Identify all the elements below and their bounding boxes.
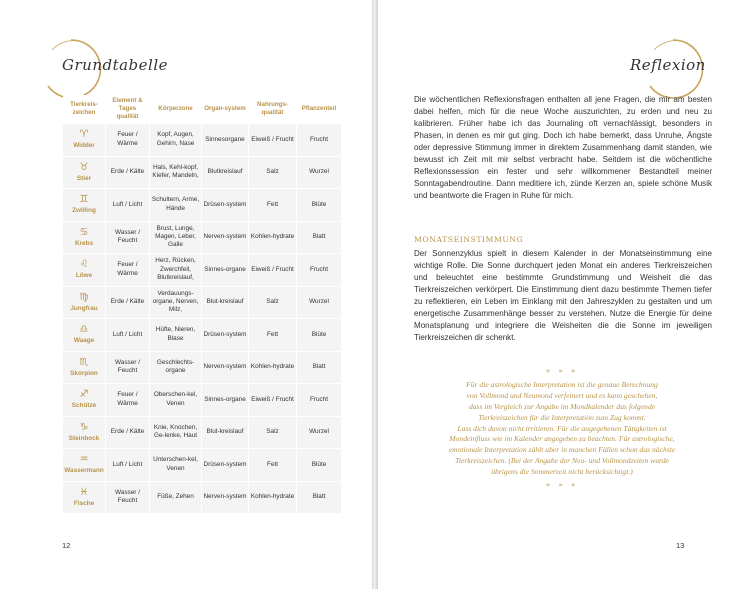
element-cell: Luft / Licht <box>106 319 149 351</box>
plant-part-cell: Wurzel <box>297 157 341 189</box>
quote-line: Für die astrologische Interpretation ist die genaue Berechnung <box>466 379 658 389</box>
page-title: Reflexion <box>630 56 706 74</box>
element-cell: Luft / Licht <box>106 189 149 221</box>
plant-part-cell: Blatt <box>297 222 341 254</box>
table-header-row <box>63 95 341 123</box>
table-row <box>63 482 341 514</box>
sign-name: Waage <box>73 337 95 345</box>
plant-part-cell: Frucht <box>297 384 341 416</box>
column-header: Element & Tages qualität <box>106 95 149 123</box>
sign-cell <box>63 157 105 189</box>
column-header: Tierkreis-zeichen <box>63 95 105 123</box>
page-number: 12 <box>62 541 71 550</box>
table-row <box>63 287 341 319</box>
quote-line: Tierkreiszeichen. (Bei der Angabe der Neu- und Vollmondzeiten wurde <box>455 456 669 466</box>
plant-part-cell: Blatt <box>297 352 341 384</box>
zodiac-icon: ♓ <box>79 486 89 498</box>
body-zone-cell: Knie, Knochen, Ge-lenke, Haut <box>150 417 201 449</box>
food-quality-cell: Eiweiß / Frucht <box>249 124 296 156</box>
organ-system-cell: Sinnes-organe <box>202 254 248 286</box>
body-zone-cell: Verdauungs-organe, Nerven, Milz, <box>150 287 201 319</box>
plant-part-cell: Frucht <box>297 254 341 286</box>
food-quality-cell: Salz <box>249 157 296 189</box>
food-quality-cell: Kohlen-hydrate <box>249 352 296 384</box>
organ-system-cell: Sinnesorgane <box>202 124 248 156</box>
column-header: Körperzone <box>150 95 201 123</box>
sign-name: Steinbock <box>68 434 100 442</box>
body-zone-cell: Hüfte, Nieren, Blase <box>150 319 201 351</box>
food-quality-cell: Eiweiß / Frucht <box>249 384 296 416</box>
sign-cell <box>63 352 105 384</box>
element-cell: Feuer / Wärme <box>106 124 149 156</box>
paragraph: Der Sonnenzyklus spielt in diesem Kalender in der Monatseinstimmung eine wichtige Rolle. Die Sonne durchquert jeden Monat ein anderes Tierkreiszeichen und beleuchtet eine bestimmte Grundstimmung und Weisheit die das Tierkreiszeichen verkörpert. Die Einstimmung dient dazu bestimmte Themen tiefer zu reflektieren, ein Leben im Einklang mit den Jahreszyklen zu gestalten und um energetische Zusammenhänge besser zu verstehen. Nutze die Energie für deine Monatsplanung und integriere die Weisheiten die die Sonne im jeweiligen Tierkreiszeichen dir schenkt. <box>414 249 712 343</box>
sign-cell <box>63 384 105 416</box>
sign-name: Schütze <box>71 402 97 410</box>
organ-system-cell: Sinnes-organe <box>202 384 248 416</box>
quote-text <box>424 380 700 478</box>
right-page <box>378 0 750 589</box>
zodiac-icon: ♏ <box>79 356 89 368</box>
zodiac-table <box>62 94 335 514</box>
page-title: Grundtabelle <box>62 56 168 74</box>
plant-part-cell: Blüte <box>297 189 341 221</box>
element-cell: Wasser / Feucht <box>106 482 149 514</box>
food-quality-cell: Fett <box>249 189 296 221</box>
left-page <box>0 0 372 589</box>
food-quality-cell: Kohlen-hydrate <box>249 222 296 254</box>
food-quality-cell: Kohlen-hydrate <box>249 482 296 514</box>
organ-system-cell: Drüsen-system <box>202 449 248 481</box>
zodiac-icon: ♑ <box>79 421 89 433</box>
zodiac-icon: ♉ <box>79 161 89 173</box>
zodiac-icon: ♎ <box>79 324 89 336</box>
element-cell: Luft / Licht <box>106 449 149 481</box>
sign-cell <box>63 124 105 156</box>
zodiac-icon: ♐ <box>79 389 89 401</box>
zodiac-icon: ♊ <box>79 194 89 206</box>
zodiac-icon: ♋ <box>79 226 89 238</box>
food-quality-cell: Salz <box>249 287 296 319</box>
organ-system-cell: Nerven-system <box>202 482 248 514</box>
element-cell: Feuer / Wärme <box>106 384 149 416</box>
table-row <box>63 222 341 254</box>
body-zone-cell: Brust, Lunge, Magen, Leber, Galle <box>150 222 201 254</box>
element-cell: Wasser / Feucht <box>106 222 149 254</box>
sign-name: Wassermann <box>64 467 104 475</box>
food-quality-cell: Fett <box>249 449 296 481</box>
quote-line: Mondeinfluss wie im Kalender angegeben zu beachten. Für astrologische, <box>449 434 675 444</box>
sign-cell <box>63 254 105 286</box>
quote-marks-top: « » » <box>545 367 579 375</box>
intro-paragraph <box>414 94 712 208</box>
table-row <box>63 157 341 189</box>
body-zone-cell: Geschlechts-organe <box>150 352 201 384</box>
food-quality-cell: Fett <box>249 319 296 351</box>
sign-name: Stier <box>76 174 92 182</box>
quote-line: dass im Vergleich zur Angabe im Mondkalender das folgende <box>468 401 656 411</box>
column-header: Nahrungs-qualität <box>249 95 296 123</box>
zodiac-icon: ♒ <box>79 454 89 466</box>
table-row <box>63 449 341 481</box>
plant-part-cell: Frucht <box>297 124 341 156</box>
body-zone-cell: Unterschen-kel, Venen <box>150 449 201 481</box>
sign-name: Krebs <box>74 239 94 247</box>
paragraph: Die wöchentlichen Reflexionsfragen enthalten all jene Fragen, die mir am besten dabei helfen, mich für die neue Woche auszurichten, zu erden und neu zu kalibrieren. Früher habe ich das Journaling oft vernachlässigt, besonders in Phasen, in denen es mir gut ging. Doch ich habe bemerkt, dass Unruhe, Ängste oder depressive Stimmung immer in direktem Zusammenhang damit standen, wie bewusst ich Zeit mit mir selbst verbracht habe. Seitdem ist die wöchentliche Reflexionssession ein fester und sehr willkommener Bestandteil meiner Sonntagabendroutine. Dann meditiere ich, zünde Kerzen an, spiele schöne Musik und beantworte die Fragen in Ruhe für mich. <box>414 95 712 201</box>
sign-name: Widder <box>73 142 95 150</box>
organ-system-cell: Drüsen-system <box>202 189 248 221</box>
organ-system-cell: Nerven-system <box>202 352 248 384</box>
zodiac-icon: ♌ <box>79 259 89 271</box>
table-row <box>63 189 341 221</box>
body-zone-cell: Schultern, Arme, Hände <box>150 189 201 221</box>
organ-system-cell: Blutkreislauf <box>202 157 248 189</box>
sign-name: Skorpion <box>70 369 98 377</box>
quote-line: Lass dich davon nicht irritieren. Für die angegebenen Tätigkeiten ist <box>457 423 667 433</box>
body-zone-cell: Füße, Zehen <box>150 482 201 514</box>
sign-cell <box>63 449 105 481</box>
sign-cell <box>63 222 105 254</box>
column-header: Pflanzenteil <box>297 95 341 123</box>
food-quality-cell: Eiweiß / Frucht <box>249 254 296 286</box>
body-zone-cell: Oberschen-kel, Venen <box>150 384 201 416</box>
page-number: 13 <box>676 541 685 550</box>
quote-line: emotionale Interpretation zählt aber in manchen Fällen schon das nächste <box>448 445 676 455</box>
body-zone-cell: Herz, Rücken, Zwerchfell, Blutkreislauf, <box>150 254 201 286</box>
sign-name: Jungfrau <box>70 304 98 312</box>
table-row <box>63 124 341 156</box>
sign-name: Zwilling <box>72 207 96 215</box>
organ-system-cell: Drüsen-system <box>202 319 248 351</box>
plant-part-cell: Wurzel <box>297 287 341 319</box>
sign-name: Löwe <box>75 272 93 280</box>
element-cell: Erde / Kälte <box>106 157 149 189</box>
sign-cell <box>63 482 105 514</box>
table-row <box>63 417 341 449</box>
plant-part-cell: Wurzel <box>297 417 341 449</box>
quote-marks-bottom: « » » <box>545 481 579 490</box>
section-paragraph <box>414 248 712 350</box>
food-quality-cell: Salz <box>249 417 296 449</box>
table-row <box>63 319 341 351</box>
zodiac-icon: ♍ <box>79 291 89 303</box>
element-cell: Erde / Kälte <box>106 417 149 449</box>
plant-part-cell: Blüte <box>297 449 341 481</box>
sign-cell <box>63 417 105 449</box>
element-cell: Feuer / Wärme <box>106 254 149 286</box>
table-row <box>63 254 341 286</box>
element-cell: Wasser / Feucht <box>106 352 149 384</box>
sign-cell <box>63 189 105 221</box>
plant-part-cell: Blüte <box>297 319 341 351</box>
sign-cell <box>63 287 105 319</box>
section-heading: MONATSEINSTIMMUNG <box>414 235 524 244</box>
quote-line: Tierkreiszeichen für die Interpretation zum Zug kommt. <box>478 412 646 422</box>
plant-part-cell: Blatt <box>297 482 341 514</box>
column-header: Organ-system <box>202 95 248 123</box>
body-zone-cell: Hals, Kehl-kopf, Kiefer, Mandeln, <box>150 157 201 189</box>
body-zone-cell: Kopf, Augen, Gehirn, Nase <box>150 124 201 156</box>
quote-line: von Vollmond und Neumond verfeinert und es kann geschehen, <box>466 390 658 400</box>
table-row <box>63 352 341 384</box>
sign-name: Fische <box>73 499 95 507</box>
quote-line: übrigens die Sommerzeit nicht berücksichtigt.) <box>491 467 633 477</box>
organ-system-cell: Blut-kreislauf <box>202 417 248 449</box>
element-cell: Erde / Kälte <box>106 287 149 319</box>
organ-system-cell: Blut-kreislauf <box>202 287 248 319</box>
table-row <box>63 384 341 416</box>
sign-cell <box>63 319 105 351</box>
organ-system-cell: Nerven-system <box>202 222 248 254</box>
zodiac-icon: ♈ <box>79 129 89 141</box>
note-quote <box>424 367 700 491</box>
